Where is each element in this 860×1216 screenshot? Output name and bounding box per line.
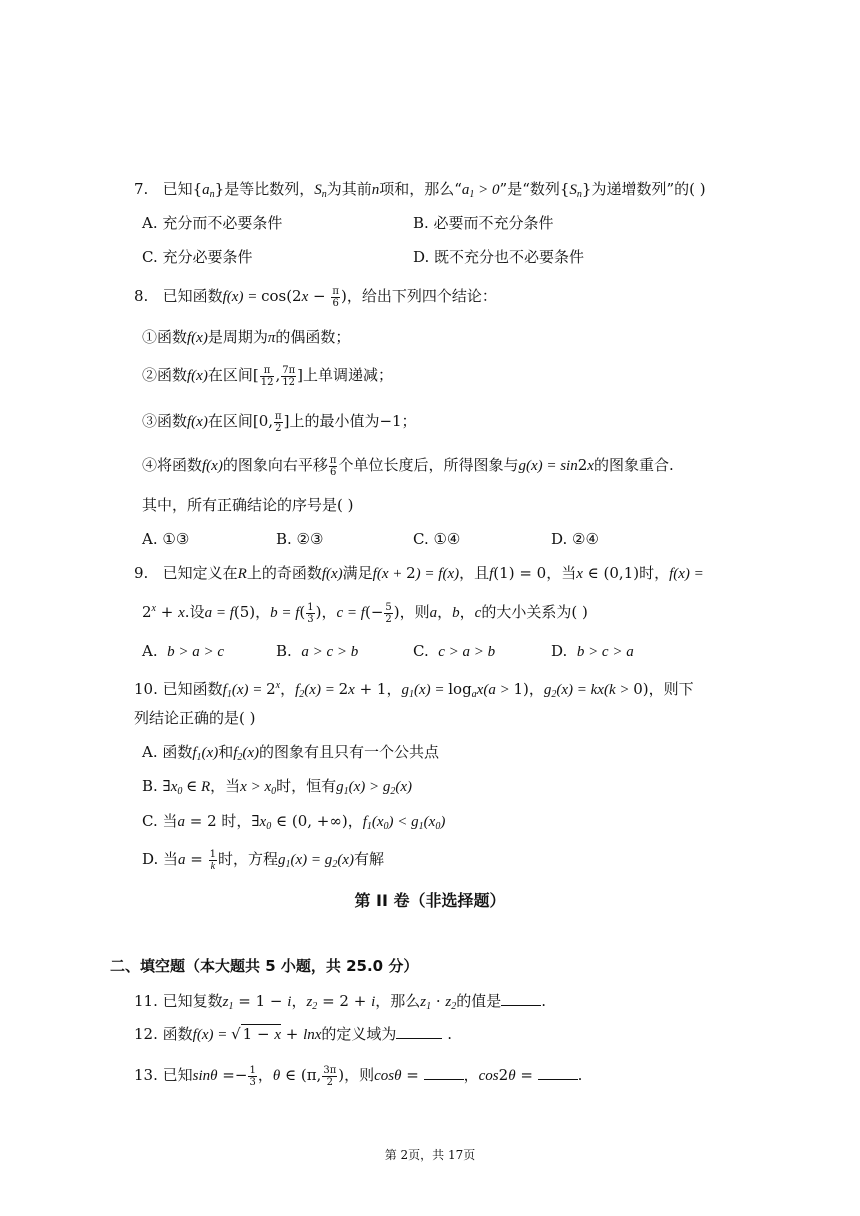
question-8-statement-1: ①函数f(x)是周期为π的偶函数； [142, 328, 351, 346]
question-7-stem: 7. 已知$\{a_n\}$是等比数列，$S_n$为其前n项和，那么“$a_1 > 0$”是“数列$\{S_n\}$为递增数列”的( ) [134, 180, 706, 200]
question-7-option-c: C. 充分必要条件 [142, 248, 253, 266]
question-8-statement-4: ④将函数f(x)的图象向右平移 $\frac{\pi}{6}$ 个单位长度后，所得图象与g(x) = sin2x的图象重合. [142, 454, 674, 478]
question-9-line-2: $2^x + x$.设a = f(5)，b = f( $\frac{1}{3}$ )，c = f(− $\frac{5}{2}$ )，则a，b，c的大小关系为( ) [142, 601, 588, 625]
question-8-option-b: B. ②③ [276, 530, 324, 548]
question-10-line-1: 10. 已知函数$f_1(x) = 2^x$，$f_2(x) = 2x + 1$，$g_1(x) = \log_ax(a > 1)$，$g_2(x) = kx(k > 0)$，则下 [134, 680, 694, 700]
question-8-option-a: A. ①③ [142, 530, 190, 548]
question-13: 13. 已知sinθ =− $\frac{1}{3}$ ，θ ∈ (π, $\frac{3\pi}{2}$ )，则cosθ = ，cos2θ = . [134, 1064, 583, 1088]
question-7-option-d: D. 既不充分也不必要条件 [413, 248, 585, 266]
question-8-option-c: C. ①④ [413, 530, 461, 548]
question-8-option-d: D. ②④ [551, 530, 599, 548]
answer-blank [396, 1024, 442, 1039]
question-7-option-b: B. 必要而不充分条件 [413, 214, 554, 232]
question-9-option-d: D. b > c > a [551, 642, 634, 660]
question-10-option-d: D. 当a = $\frac{1}{k}$ 时，方程$g_1(x) = g_2(x)$有解 [142, 848, 384, 872]
question-10-option-b: B. $\exists x_0$ ∈ R，当$x > x_0$时，恒有$g_1(x) > g_2(x)$ [142, 777, 413, 797]
question-8-conclusion: 其中，所有正确结论的序号是( ) [142, 496, 354, 514]
question-9-option-c: C. c > a > b [413, 642, 496, 660]
question-9-option-b: B. a > c > b [276, 642, 359, 660]
question-7-option-a: A. 充分而不必要条件 [142, 214, 283, 232]
page-footer: 第 2页，共 17页 [384, 1148, 476, 1162]
question-8-statement-3: ③函数f(x)在区间[0, $\frac{\pi}{2}$ ]上的最小值为−1； [142, 410, 417, 434]
question-8-statement-2: ②函数f(x)在区间[ $\frac{\pi}{12}$ , $\frac{7\pi}{12}$ ]上单调递减； [142, 364, 394, 388]
question-10-option-c: C. 当a = 2 时，$\exists x_0$ ∈ (0, +∞)，$f_1(x_0) < g_1(x_0)$ [142, 812, 446, 832]
question-11: 11. 已知复数$z_1 = 1 - i$，$z_2 = 2 + i$，那么$z_1 \cdot z_2$的值是 . [134, 992, 547, 1012]
question-8-stem: 8. 已知函数f(x) = cos(2x − $\frac{\pi}{6}$ )，给出下列四个结论： [134, 285, 497, 309]
answer-blank [424, 1065, 464, 1080]
part-2-heading: 二、填空题（本大题共 5 小题，共 25.0 分） [110, 957, 419, 975]
answer-blank [501, 991, 541, 1006]
question-9-option-a: A. b > a > c [142, 642, 225, 660]
answer-blank [538, 1065, 578, 1080]
section-2-title: 第 II 卷（非选择题） [354, 891, 506, 910]
question-10-line-2: 列结论正确的是( ) [134, 709, 256, 727]
question-9-line-1: 9. 已知定义在R上的奇函数f(x)满足f(x + 2) = f(x)，且f(1) = 0，当x ∈ (0,1)时，f(x) = [134, 564, 704, 582]
question-10-option-a: A. 函数$f_1(x)$和$f_2(x)$的图象有且只有一个公共点 [142, 743, 440, 763]
question-12: 12. 函数f(x) = √ 1 − x + lnx的定义域为 . [134, 1025, 452, 1043]
